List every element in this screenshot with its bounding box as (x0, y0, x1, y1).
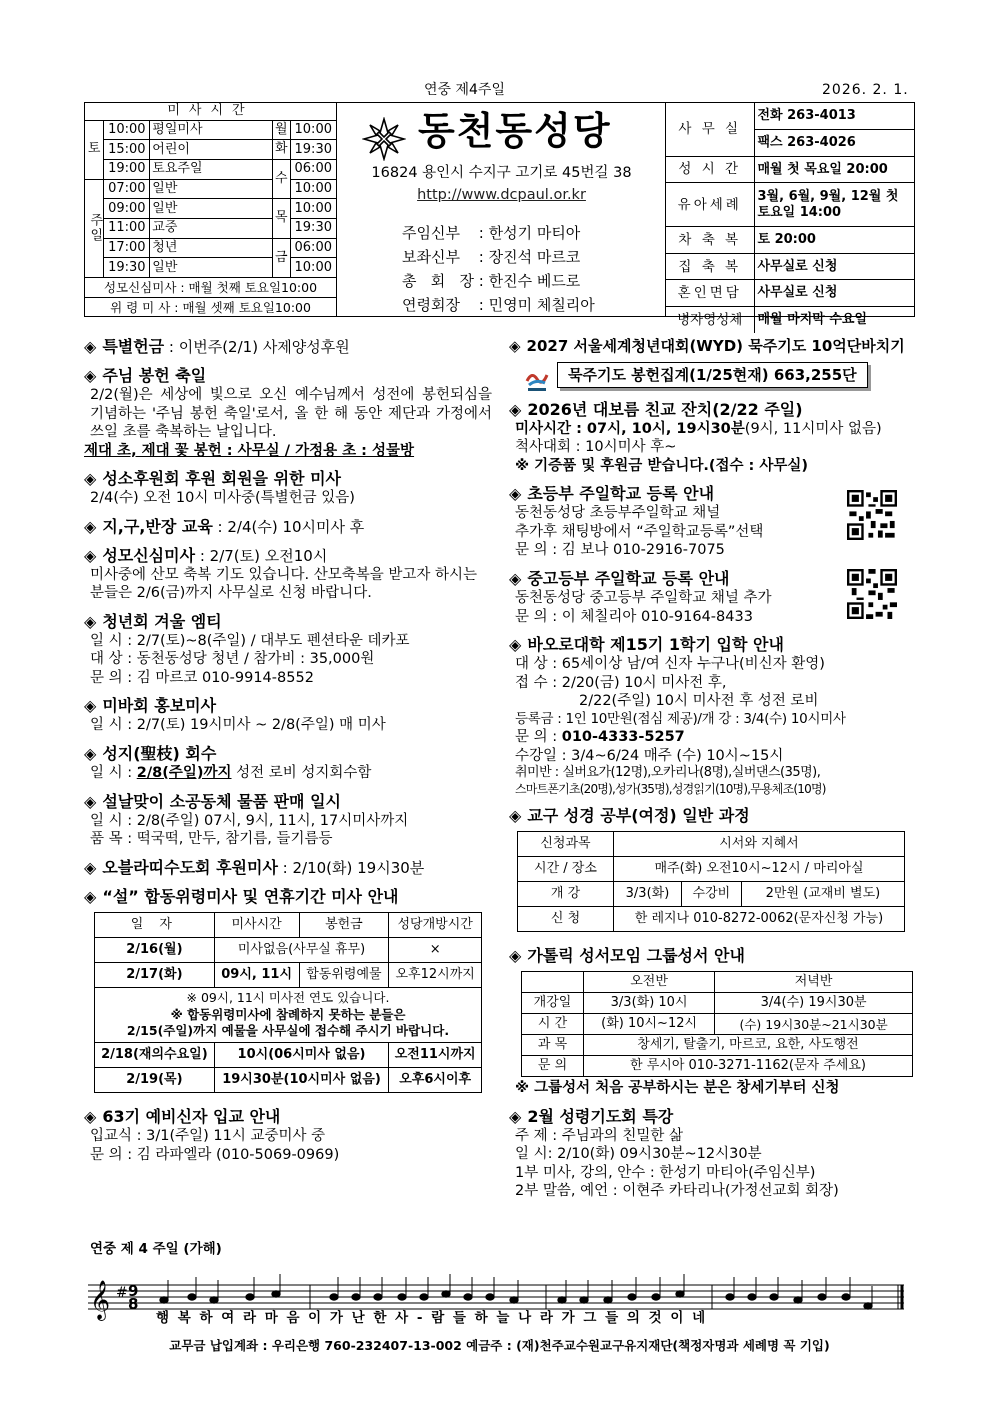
table-cell: 2/19(목) (95, 1068, 215, 1093)
staff-name: 민영미 체칠리아 (488, 296, 595, 314)
notice-title: 2026년 대보름 친교 잔치(2/22 주일) (527, 399, 803, 419)
table-cell: 3/4(수) 19시30분 (715, 993, 913, 1014)
office-row-value: 토 20:00 (754, 227, 915, 254)
weekday-label: 화 (272, 140, 290, 160)
mass-name: 일반 (150, 199, 273, 219)
marian-mass-note: 성모신심미사 : 매월 첫째 토요일10:00 (85, 278, 336, 298)
office-row-value: 사무실로 신청 (754, 253, 915, 280)
notice-body: 2/4(수) 오전 10시 미사중(특별헌금 있음) (90, 490, 355, 507)
notice-catechumen (84, 1107, 492, 1164)
table-cell: 2/16(월) (95, 937, 215, 962)
table-cell: 오후12시까지 (389, 962, 482, 987)
table-cell: 2/17(화) (95, 962, 215, 987)
note-head (748, 1294, 756, 1300)
contact-number: 010-4333-5257 (561, 729, 685, 746)
notice-title: 청년회 겨울 엠티 (102, 611, 222, 631)
qr-code-icon[interactable] (847, 490, 897, 540)
mass-name: 토요주일 (150, 159, 273, 179)
table-cell: 3/3(화) 10시 (584, 993, 715, 1014)
notice-lunar-sale (84, 792, 492, 849)
weekday-time: 10:00 (290, 199, 336, 219)
qr-code-icon[interactable] (847, 569, 897, 619)
notice-daeboreum (509, 400, 917, 476)
mass-time: 19:00 (104, 159, 150, 179)
staff-row: 보좌신부 : 장진석 마르코 (402, 245, 595, 269)
notice-line: 대 상 : 동천동성당 청년 / 참가비 : 35,000원 (90, 651, 375, 668)
note-head (330, 1294, 338, 1300)
diamond-icon: ◈ (84, 1107, 97, 1127)
notice-line: 품 목 : 떡국떡, 만두, 참기름, 들기름등 (90, 831, 333, 848)
notice-line: 2/22(주일) 10시 미사전 후 성전 로비 (579, 693, 819, 710)
note-head (818, 1294, 826, 1300)
notice-title: 주님 봉헌 축일 (102, 366, 207, 385)
office-info (666, 103, 915, 329)
wyd-logo-icon (524, 367, 550, 393)
weekday-time: 19:30 (290, 218, 336, 238)
notice-inline: : 이번주(2/1) 사제양성후원 (164, 338, 350, 356)
notes-group (160, 1274, 872, 1309)
note-line: ※ 09시, 11시 미사전 연도 있습니다. (186, 989, 390, 1005)
diamond-icon: ◈ (509, 569, 522, 589)
notice-line: 문 의 : 김 마르코 010-9914-8552 (90, 669, 314, 686)
table-cell: 창세기, 탈출기, 마르코, 요한, 사도행전 (584, 1035, 913, 1056)
staff-row: 주임신부 : 한성기 마티아 (402, 221, 595, 245)
notice-line: 문 의 : 김 라파엘라 (010-5069-0969) (90, 1146, 340, 1163)
notice-youth-mt (84, 612, 492, 688)
church-website-link[interactable]: http://www.dcpaul.or.kr (417, 187, 586, 203)
note-head (188, 1294, 196, 1300)
time-signature-bottom: 8 (128, 1295, 139, 1313)
note-head (374, 1294, 382, 1300)
notice-title: 초등부 주일학교 등록 안내 (527, 484, 715, 504)
sun-label: 주일 (85, 179, 104, 277)
notice-body: 2/2(월)은 세상에 빛으로 오신 예수님께서 성전에 봉헌되심을 기념하는 '주님 봉헌 축일'로서, 올 한 해 동안 제단과 가정에서 쓰일 초를 축복하는 날입니다. (90, 387, 492, 441)
diamond-icon: ◈ (509, 946, 522, 966)
notice-title: 설날맞이 소공동체 물품 판매 일시 (102, 791, 341, 811)
notice-middle-high-school (509, 569, 917, 626)
diamond-icon: ◈ (509, 806, 522, 826)
staff-name: 장진석 마르코 (488, 248, 581, 266)
left-column (84, 337, 492, 1173)
note-head (464, 1294, 472, 1300)
note-head (842, 1294, 850, 1300)
staff-row: 연령회장 : 민영미 체칠리아 (402, 293, 595, 317)
hymn-score (84, 1237, 915, 1337)
note-head (210, 1297, 218, 1303)
notice-line: 미사시간 : 07시, 10시, 19시30분 (515, 420, 745, 437)
notice-line: 동천동성당 중고등부 주일학교 채널 추가 (515, 590, 772, 607)
notice-wyd-rosary (509, 337, 917, 388)
notice-line: 수강일 : 3/4~6/24 매주 (수) 10시~15시 (515, 747, 784, 764)
notice-line: 주 제 : 주님과의 친밀한 삶 (515, 1127, 684, 1144)
note-head (246, 1294, 254, 1300)
table-cell: 한 루시아 010-3271-1162(문자 주세요) (584, 1056, 913, 1077)
church-name: 동천동성당 (418, 109, 612, 153)
note-head (726, 1294, 734, 1300)
table-cell: (화) 10시~12시 (584, 1014, 715, 1035)
table-cell: 시 간 (522, 1014, 584, 1035)
header-box (84, 102, 915, 329)
table-header (522, 972, 584, 993)
note-head (558, 1297, 566, 1303)
notice-title: 가톨릭 성서모임 그룹성서 안내 (527, 946, 745, 966)
notice-oblati-mass (84, 858, 492, 878)
hymn-lyrics: 행 복 하 여 라 마 음 이 가 난 한 사 - 람 들 하 늘 나 라 가 그 들 의 것 이 네 (156, 1310, 706, 1326)
weekday-label: 수 (272, 159, 290, 198)
diamond-icon: ◈ (509, 399, 522, 419)
notice-title: 바오로대학 제15기 1학기 입학 안내 (527, 635, 784, 655)
notice-elementary-school (509, 484, 917, 560)
notice-title: 특별헌금 (102, 337, 165, 356)
notice-title: 63기 예비신자 입교 안내 (102, 1107, 281, 1127)
mass-time: 09:00 (104, 199, 150, 219)
notice-body: 미사중에 산모 축복 기도 있습니다. 산모축복을 받고자 하시는 분들은 2/6(금)까지 사무실로 신청 바랍니다. (90, 566, 478, 602)
footer-account-info: 교무금 납입계좌 : 우리은행 760-232407-13-002 예금주 : (재)천주교수원교구유지재단(책정자명과 세례명 꼭 기입) (169, 1338, 830, 1353)
requiem-mass-note: 위 령 미 사 : 매월 셋째 토요일10:00 (85, 297, 336, 317)
table-header: 일 자 (95, 912, 215, 937)
diamond-icon: ◈ (84, 696, 97, 716)
notice-line: 접 수 : 2/20(금) 10시 미사전 후, (515, 674, 727, 691)
notice-bible-study (509, 806, 917, 932)
office-phone: 전화 263-4013 (754, 103, 915, 130)
staff-row: 총 회 장 : 한진수 베드로 (402, 269, 595, 293)
weekday-time: 10:00 (290, 258, 336, 278)
mass-time: 19:30 (104, 258, 150, 278)
notice-presentation-feast (84, 366, 492, 460)
table-cell: (수) 19시30분~21시30분 (715, 1014, 913, 1035)
weekday-time: 19:30 (290, 140, 336, 160)
lunar-schedule-table (94, 912, 482, 1094)
weekday-time: 10:00 (290, 179, 336, 199)
mass-time: 11:00 (104, 218, 150, 238)
mass-time: 10:00 (104, 120, 150, 140)
notice-line: 일 시 : 2/7(토)~8(주일) / 대부도 펜션타운 데카포 (90, 632, 410, 649)
table-cell: 2/18(재의수요일) (95, 1043, 215, 1068)
table-header: 성당개방시간 (389, 912, 482, 937)
hymn-label: 연중 제 4 주일 (가해) (90, 1241, 222, 1257)
notice-line: 스마트폰기초(20명),성가(35명),성경읽기(10명),무용체조(10명) (515, 781, 826, 796)
note-head (580, 1297, 588, 1303)
notice-title: 중고등부 주일학교 등록 안내 (527, 569, 730, 589)
notice-lunar-requiem (84, 887, 492, 1094)
notice-line: 취미반 : 실버요가(12명),오카리나(8명),실버댄스(35명), (515, 765, 821, 781)
note-head (676, 1291, 684, 1297)
note-head (794, 1297, 802, 1303)
table-note (95, 987, 482, 1043)
office-fax: 팩스 263-4026 (754, 130, 915, 157)
staff-role: 연령회장 (402, 296, 460, 314)
notice-group-bible (509, 946, 917, 1098)
note-head (352, 1294, 360, 1300)
table-cell: 개강일 (522, 993, 584, 1014)
notice-title: 2월 성령기도회 특강 (527, 1106, 674, 1126)
table-cell: 오전11시까지 (389, 1043, 482, 1068)
mass-time: 07:00 (104, 179, 150, 199)
table-cell: 2만원 (교재비 별도) (741, 882, 904, 907)
right-column (509, 337, 917, 1210)
table-cell: 문 의 (522, 1056, 584, 1077)
mass-name: 교중 (150, 218, 273, 238)
office-row-label: 혼인면담 (666, 280, 754, 307)
notice-line: 동천동성당 초등부주일학교 채널 (515, 505, 721, 522)
table-cell: 09시, 11시 (214, 962, 299, 987)
notice-deadline: 2/8(주일)까지 (136, 765, 232, 782)
diamond-icon: ◈ (84, 337, 97, 356)
note-line: ※ 합동위령미사에 참례하지 못하는 분들은 (170, 1006, 406, 1022)
table-cell: 3/3(화) (614, 882, 682, 907)
note-line: 2/15(주일)까지 예물을 사무실에 접수해 주시기 바랍니다. (126, 1023, 450, 1039)
office-row-value: 3월, 6월, 9월, 12월 첫 토요일 14:00 (754, 183, 915, 227)
table-cell: 과 목 (522, 1035, 584, 1056)
notice-line: 문 의 : (515, 729, 562, 746)
mass-schedule (85, 103, 337, 316)
rosary-count-box: 묵주기도 봉헌집계(1/25현재) 663,255단 (557, 362, 868, 388)
note-head (770, 1294, 778, 1300)
notice-palm-collection (84, 744, 492, 783)
diamond-icon: ◈ (84, 545, 97, 565)
cross-logo-icon (362, 117, 406, 161)
notice-title: 교구 성경 공부(여정) 일반 과정 (527, 806, 750, 826)
mass-header: 미사시간 (85, 103, 336, 120)
office-row-label: 집 축 복 (666, 253, 754, 280)
office-row-label: 유아세례 (666, 183, 754, 227)
notice-line: 척사대회 : 10시미사 후~ (515, 439, 677, 456)
notice-line: 2부 말씀, 예언 : 이현주 카타리나(가정선교회 회장) (515, 1183, 839, 1200)
diamond-icon: ◈ (84, 469, 97, 489)
diamond-icon: ◈ (84, 611, 97, 631)
notice-line: 문 의 : 김 보나 010-2916-7075 (515, 542, 725, 559)
notice-inline: : 2/4(수) 10시미사 후 (212, 517, 365, 536)
note-head (160, 1297, 168, 1303)
notice-title: 성지(聖枝) 회수 (102, 744, 217, 764)
notice-line: 일 시 : (90, 765, 137, 782)
notice-line: 추가후 채팅방에서 “주일학교등록”선택 (515, 523, 764, 540)
note-head (398, 1294, 406, 1300)
note-head (510, 1297, 518, 1303)
notice-line: 1부 미사, 강의, 안수 : 한성기 마티아(주임신부) (515, 1164, 816, 1181)
note-head (272, 1291, 280, 1297)
notice-line: ※ 기증품 및 후원금 받습니다.(접수 : 사무실) (515, 457, 809, 474)
notice-inline: : 2/7(토) 오전10시 (195, 546, 328, 565)
notice-title: 성소후원회 후원 회원을 위한 미사 (102, 469, 341, 489)
weekday-time: 06:00 (290, 159, 336, 179)
table-cell: 수강비 (681, 882, 741, 907)
mass-name: 일반 (150, 258, 273, 278)
notice-charismatic (509, 1107, 917, 1201)
note-head (442, 1291, 450, 1297)
table-cell: 미사없음(사무실 휴무) (214, 937, 389, 962)
diamond-icon: ◈ (84, 366, 97, 385)
weekday-label: 월 (272, 120, 290, 140)
notice-marian-mass (84, 546, 492, 603)
staff-name: 한성기 마티아 (488, 224, 581, 242)
notice-paul-university (509, 635, 917, 797)
notice-line: 성전 로비 성지회수함 (231, 765, 372, 782)
notice-body: 일 시 : 2/7(토) 19시미사 ~ 2/8(주일) 매 미사 (90, 717, 386, 734)
notice-title: 2027 서울세계청년대회(WYD) 묵주기도 10억단바치기 (526, 337, 905, 355)
mass-name: 어린이 (150, 140, 273, 160)
notice-mibahoe-mass (84, 696, 492, 735)
notice-title: 미바회 홍보미사 (102, 696, 217, 716)
staff-list (402, 221, 595, 317)
weekday-label: 목 (272, 199, 290, 238)
note-head (628, 1294, 636, 1300)
table-cell: 19시30분(10시미사 없음) (214, 1068, 389, 1093)
bulletin-date: 2026. 2. 1. (822, 82, 909, 98)
notice-line: (9시, 11시미사 없음) (744, 420, 882, 437)
sat-label: 토 (85, 120, 104, 179)
diamond-icon: ◈ (509, 1106, 522, 1126)
table-cell: 매주(화) 오전10시~12시 / 마리아실 (614, 857, 905, 882)
notice-line: 등록금 : 1인 10만원(점심 제공)/개 강 : 3/4(수) 10시미사 (515, 710, 846, 727)
notice-line: 입교식 : 3/1(주일) 11시 교중미사 중 (90, 1128, 326, 1145)
notice-inline: : 2/10(화) 19시30분 (277, 858, 425, 877)
table-cell: 신청과목 (518, 832, 614, 857)
notice-body-bold: 제대 초, 제대 꽃 봉헌 : 사무실 / 가정용 초 : 성물방 (84, 442, 415, 459)
weekday-label: 금 (272, 238, 290, 277)
office-row-value: 매월 마지막 수요일 (754, 307, 915, 334)
office-row-label: 병자영성체 (666, 307, 754, 334)
table-cell: 신 청 (518, 907, 614, 932)
diamond-icon: ◈ (84, 857, 97, 877)
notice-line: 문 의 : 이 체칠리아 010-9164-8433 (515, 608, 753, 625)
bible-study-table (517, 831, 905, 932)
mass-name: 청년 (150, 238, 273, 258)
group-bible-table (521, 971, 913, 1077)
notice-special-offering (84, 337, 492, 357)
note-head (604, 1297, 612, 1303)
notice-line: 일 시: 2/10(화) 09시30분~12시30분 (515, 1146, 762, 1163)
notice-leader-education (84, 517, 492, 537)
office-row-label: 차 축 복 (666, 227, 754, 254)
table-cell: 한 레지나 010-8272-0062(문자신청 가능) (614, 907, 905, 932)
notice-line: ※ 그룹성서 처음 공부하시는 분은 창세기부터 신청 (515, 1080, 840, 1097)
table-cell: 10시(06시미사 없음) (214, 1043, 389, 1068)
diamond-icon: ◈ (84, 516, 97, 536)
mass-name: 일반 (150, 179, 273, 199)
note-head (420, 1294, 428, 1300)
note-head (864, 1303, 872, 1309)
table-cell: 시간 / 장소 (518, 857, 614, 882)
weekday-time: 10:00 (290, 120, 336, 140)
office-row-value: 사무실로 신청 (754, 280, 915, 307)
church-address: 16824 용인시 수지구 고기로 45번길 38 (371, 165, 632, 181)
staff-role: 보좌신부 (402, 248, 460, 266)
staff-role: 총 회 장 (402, 272, 474, 290)
mass-time: 17:00 (104, 238, 150, 258)
table-cell: 합동위령예물 (299, 962, 389, 987)
staff-role: 주임신부 (402, 224, 460, 242)
office-row-label: 성 시 간 (666, 156, 754, 183)
notice-title: 오블라띠수도회 후원미사 (102, 857, 278, 877)
notice-title: 성모신심미사 (102, 545, 196, 565)
table-header: 미사시간 (214, 912, 299, 937)
note-head (486, 1294, 494, 1300)
table-header: 오전반 (584, 972, 715, 993)
notice-line: 대 상 : 65세이상 남/여 신자 누구나(비신자 환영) (515, 656, 825, 673)
week-label: 연중 제4주일 (424, 82, 505, 98)
sharp-icon: # (116, 1285, 128, 1301)
table-cell: 오후6시이후 (389, 1068, 482, 1093)
table-cell: 개 강 (518, 882, 614, 907)
diamond-icon: ◈ (509, 337, 521, 355)
notice-vocation-mass (84, 469, 492, 508)
diamond-icon: ◈ (84, 886, 97, 906)
notice-title: “설” 합동위령미사 및 연휴기간 미사 안내 (102, 886, 399, 906)
office-row-value: 매월 첫 목요일 20:00 (754, 156, 915, 183)
diamond-icon: ◈ (509, 635, 522, 655)
notice-title: 지,구,반장 교육 (102, 516, 213, 536)
diamond-icon: ◈ (509, 484, 522, 504)
note-head (652, 1294, 660, 1300)
table-cell: × (389, 937, 482, 962)
mass-name: 평일미사 (150, 120, 273, 140)
staff-name: 한진수 베드로 (488, 272, 581, 290)
diamond-icon: ◈ (84, 744, 97, 764)
office-label: 사 무 실 (666, 103, 754, 156)
church-info (338, 103, 666, 316)
table-header: 저녁반 (715, 972, 913, 993)
weekday-time: 06:00 (290, 238, 336, 258)
mass-time: 15:00 (104, 140, 150, 160)
time-signature-top: 9 (128, 1282, 139, 1300)
notice-line: 일 시 : 2/8(주일) 07시, 9시, 11시, 17시미사까지 (90, 812, 409, 829)
table-cell: 시서와 지혜서 (614, 832, 905, 857)
table-header: 봉헌금 (299, 912, 389, 937)
treble-clef-icon: 𝄞 (90, 1280, 111, 1320)
diamond-icon: ◈ (84, 791, 97, 811)
